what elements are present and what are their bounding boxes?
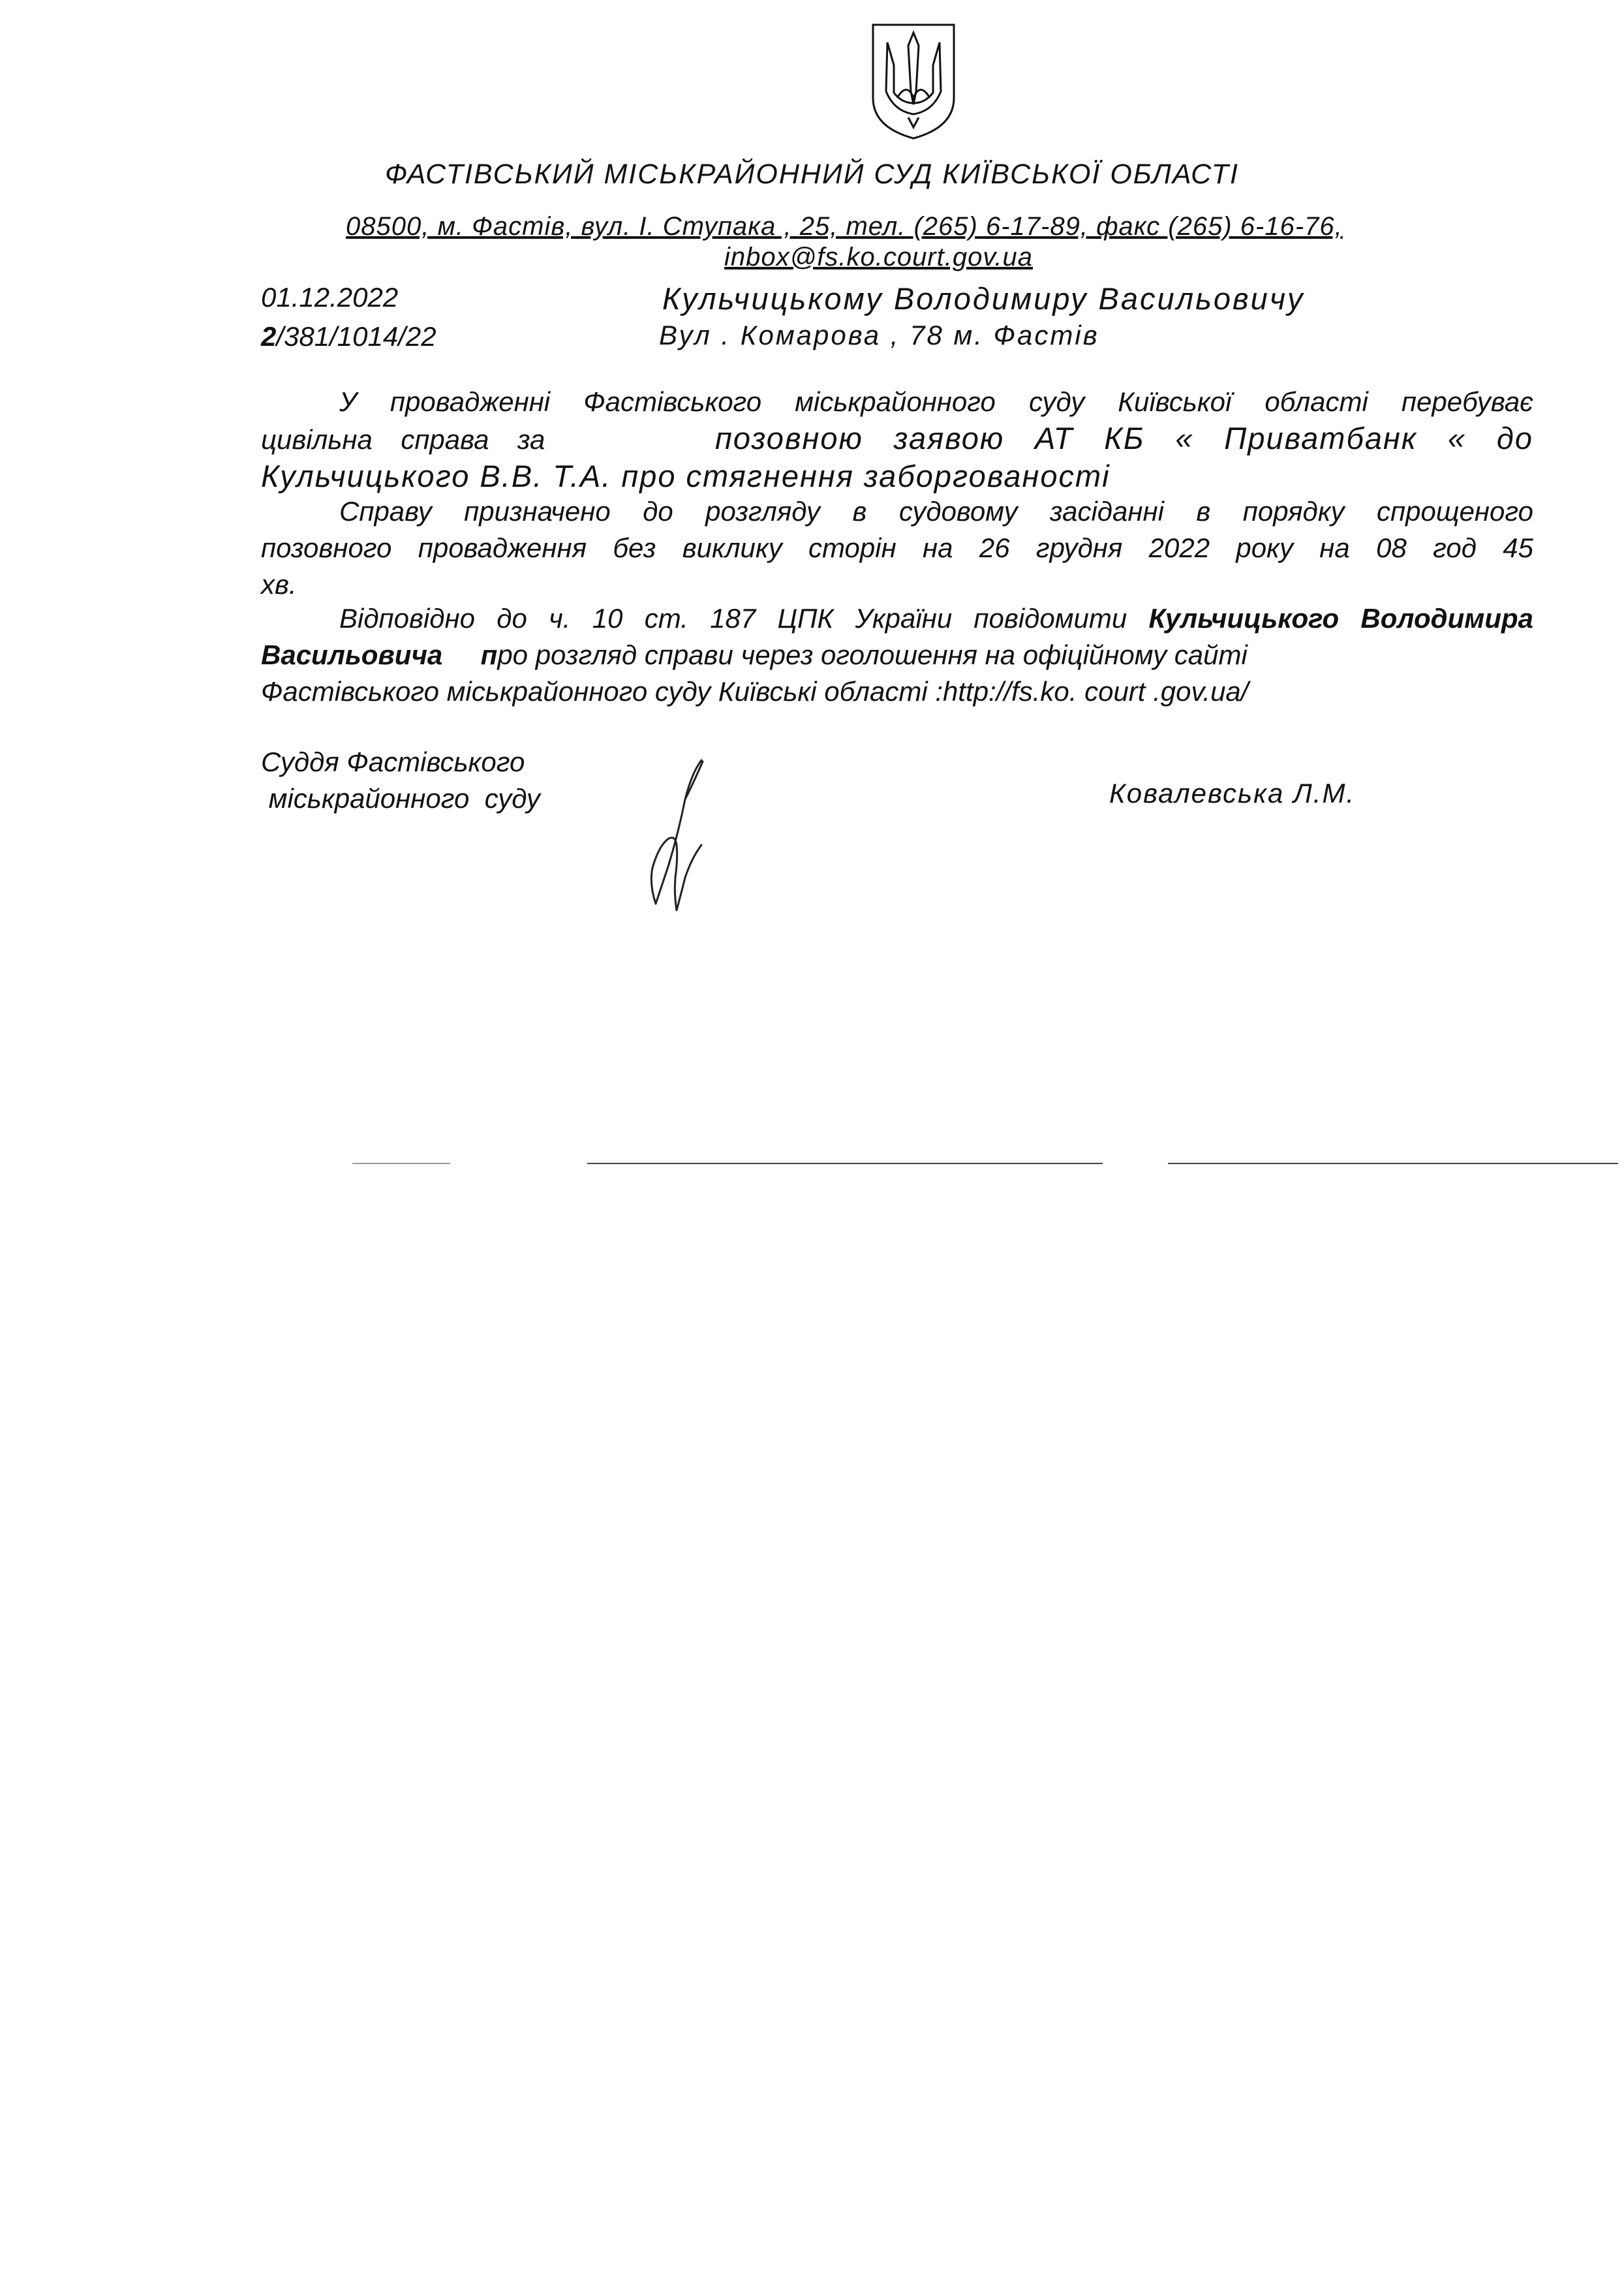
scan-line-1: [352, 1163, 450, 1164]
p3-line-1a: Відповідно до ч. 10 ст. 187 ЦПК України повідомити: [339, 603, 1127, 634]
p3-line-2c: ро розгляд справи через оголошення на офіційному сайті: [497, 639, 1248, 670]
p3-line-2: [261, 637, 1533, 673]
court-address: 08500, м. Фастів, вул. І. Ступака , 25, тел. (265) 6-17-89, факс (265) 6-16-76,: [346, 212, 1343, 241]
case-number-rest: /381/1014/22: [276, 321, 437, 352]
p3-line-2b: п: [480, 639, 498, 670]
p2-line-3: хв.: [261, 569, 297, 600]
handwritten-signature-icon: [630, 754, 728, 917]
judge-title: [261, 744, 540, 817]
case-number: [261, 321, 437, 352]
paragraph-1: [261, 384, 1533, 495]
p2-line-2: позовного провадження без виклику сторін на 26 грудня 2022 року на 08 год 45: [261, 532, 1533, 563]
p1-line-2b: позовною заявою АТ КБ « Приватбанк « до: [715, 421, 1533, 455]
recipient-address: Вул . Комарова , 78 м. Фастів: [659, 320, 1099, 350]
recipient-name: Кульчицькому Володимиру Васильовичу: [662, 281, 1305, 316]
p1-line-2a: цивільна справа за: [261, 424, 545, 455]
p1-line-1: У провадженні Фастівського міськрайонного суду Київської області перебуває: [339, 386, 1533, 417]
p3-notified-patronymic: Васильовича: [261, 639, 443, 670]
p1-line-3: Кульчицького В.В. Т.А. про стягнення заборгованості: [261, 459, 1111, 493]
p1-line-2: [261, 420, 1533, 458]
paragraph-3: [261, 600, 1533, 710]
letter-date: 01.12.2022: [261, 282, 399, 313]
p3-line-3: Фастівського міськрайонного суду Київські області :http://fs.ko. court .gov.ua/: [261, 676, 1249, 707]
p3-notified-name: Кульчицького Володимира: [1148, 603, 1533, 634]
judge-title-line-2: міськрайонного суду: [261, 783, 540, 814]
judge-title-line-1: Суддя Фастівського: [261, 746, 525, 777]
court-email[interactable]: inbox@fs.ko.court.gov.ua: [724, 243, 1033, 271]
p3-line-1: [261, 600, 1533, 637]
court-name: ФАСТІВСЬКИЙ МІСЬКРАЙОННИЙ СУД КИЇВСЬКОЇ ОБЛАСТІ: [385, 159, 1239, 190]
scan-line-2: [587, 1163, 1103, 1164]
trident-coat-of-arms-icon: [868, 20, 959, 144]
p2-line-1: Справу призначено до розгляду в судовому засіданні в порядку спрощеного: [339, 496, 1533, 527]
case-number-prefix: 2: [261, 321, 277, 352]
scan-line-3: [1168, 1163, 1618, 1164]
judge-name: Ковалевська Л.М.: [1109, 778, 1356, 808]
paragraph-2: [261, 493, 1533, 603]
